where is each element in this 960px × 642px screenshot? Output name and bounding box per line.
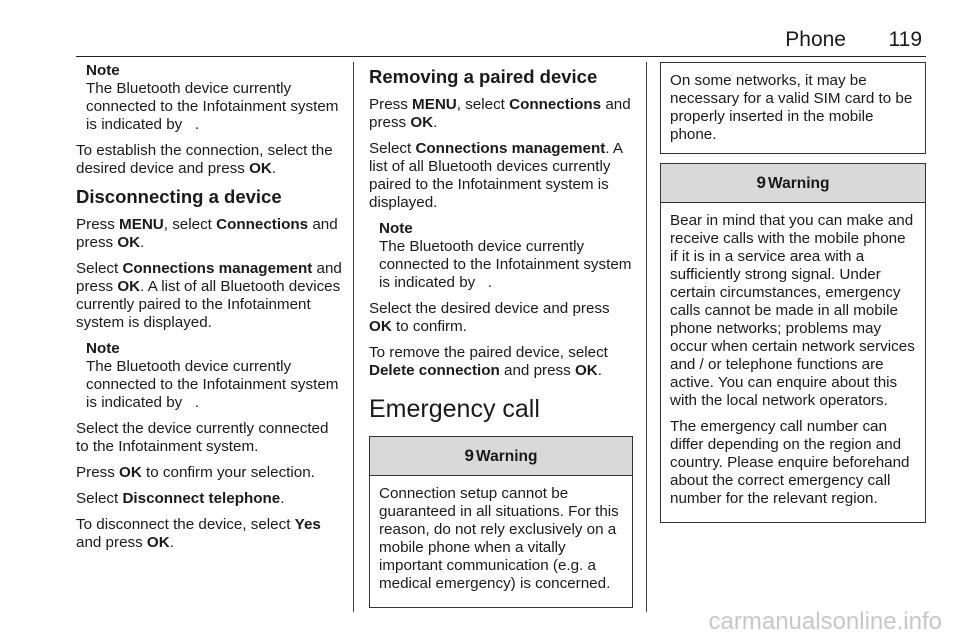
paragraph-press-menu: Press MENU, select Connections and press OK.: [76, 216, 338, 251]
paragraph-select-disconnect: Select Disconnect telephone.: [76, 490, 285, 507]
paragraph-press-menu: Press MENU, select Connections and press OK.: [369, 96, 631, 131]
warning-title: Warning: [768, 175, 830, 192]
note-block: [379, 220, 633, 292]
column-2: [369, 62, 633, 608]
info-text: On some networks, it may be necessary for a valid SIM card to be properly inserted in the mobile phone.: [670, 72, 913, 143]
column-3: [660, 62, 926, 523]
warning-body: [370, 476, 632, 607]
warning-body: [661, 203, 925, 522]
paragraph-remove-paired-device: To remove the paired device, select Delete connection and press OK.: [369, 344, 608, 379]
paragraph-establish-connection: To establish the connection, select the desired device and press OK.: [76, 142, 333, 177]
column-1: [76, 62, 342, 560]
warning-triangle-icon: 9: [756, 173, 767, 192]
column-divider-right: [646, 62, 647, 612]
paragraph-select-connections-management: Select Connections management and press OK. A list of all Bluetooth devices currently paired to the Infotainment system is displayed.: [76, 260, 342, 331]
page-header: [76, 28, 926, 57]
warning-triangle-icon: 9: [464, 446, 475, 465]
note-title: Note: [86, 62, 120, 79]
warning-header: [661, 164, 925, 203]
note-block: [86, 340, 342, 412]
warning-box: [660, 163, 926, 523]
watermark: carmanualsonline.info: [708, 608, 942, 635]
warning-header: [370, 437, 632, 476]
paragraph-select-device: Select the device currently connected to the Infotainment system.: [76, 420, 329, 455]
warning-title: Warning: [476, 448, 538, 465]
warning-text: The emergency call number can differ depending on the region and country. Please enquire beforehand about the correct emergency call number for the relevant region.: [670, 418, 910, 507]
note-title: Note: [379, 220, 413, 237]
heading-removing-paired-device: Removing a paired device: [369, 66, 598, 87]
warning-box: [369, 436, 633, 608]
note-text: The Bluetooth device currently connected to the Infotainment system is indicated by .: [86, 358, 339, 411]
info-box: [660, 62, 926, 154]
page-number: 119: [888, 28, 922, 51]
note-block: [86, 62, 342, 134]
paragraph-select-desired-device: Select the desired device and press OK to confirm.: [369, 300, 610, 335]
column-divider-left: [353, 62, 354, 612]
paragraph-press-ok: Press OK to confirm your selection.: [76, 464, 315, 481]
heading-disconnecting-device: Disconnecting a device: [76, 186, 282, 207]
note-text: The Bluetooth device currently connected to the Infotainment system is indicated by .: [379, 238, 632, 291]
paragraph-to-disconnect: To disconnect the device, select Yes and press OK.: [76, 516, 321, 551]
warning-text: Connection setup cannot be guaranteed in all situations. For this reason, do not rely exclusively on a mobile phone when a vitally important communication (e.g. a medical emergency) is concerned.: [379, 485, 619, 592]
note-title: Note: [86, 340, 120, 357]
section-title: Phone: [785, 28, 846, 51]
warning-text: Bear in mind that you can make and receive calls with the mobile phone if it is in a service area with a sufficiently strong signal. Under certain circumstances, emergency calls cannot be made in all mobile phone networks; problems may occur when certain network services and / or telephone functions are active. You can enquire about this with the local network operators.: [670, 212, 915, 409]
paragraph-select-connections-management: Select Connections management. A list of all Bluetooth devices currently paired to the Infotainment system is displayed.: [369, 140, 623, 211]
heading-emergency-call: Emergency call: [369, 395, 540, 423]
note-text: The Bluetooth device currently connected to the Infotainment system is indicated by .: [86, 80, 339, 133]
